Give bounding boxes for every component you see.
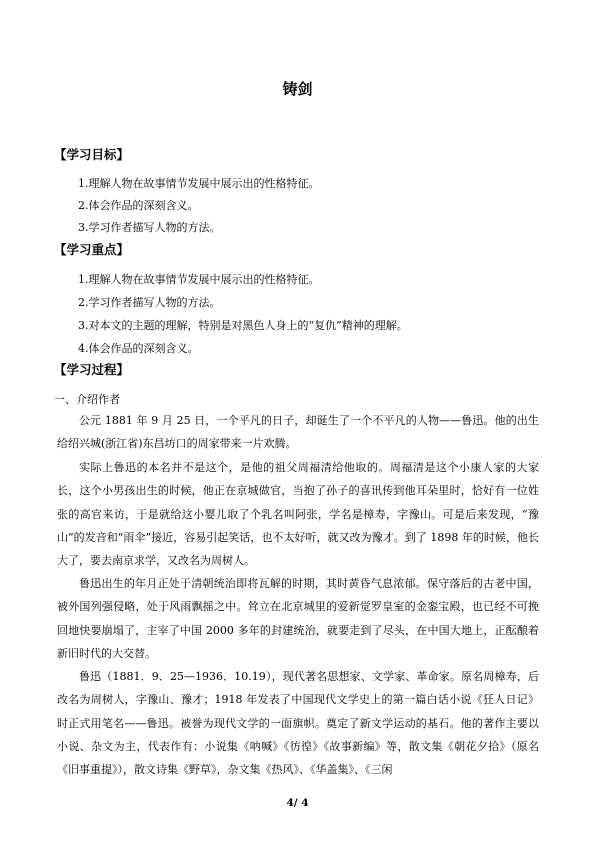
goal-item-1: 1.理解人物在故事情节发展中展示出的性格特征。: [78, 177, 320, 190]
focus-item-2: 2.学习作者描写人物的方法。: [78, 296, 221, 309]
section-heading-goals: 【学习目标】: [54, 147, 130, 162]
focus-item-1: 1.理解人物在故事情节发展中展示出的性格特征。: [78, 273, 320, 286]
process-subheading-author: 一、介绍作者: [54, 393, 120, 406]
paragraph-birth: 公元 1881 年 9 月 25 日，一个平凡的日子，却诞生了一个不平凡的人物——鲁迅。他的出生给绍兴城(浙江省)东昌坊口的周家带来一片欢腾。: [57, 414, 539, 451]
goal-item-3: 3.学习作者描写人物的方法。: [78, 221, 221, 234]
section-heading-focus: 【学习重点】: [54, 242, 130, 257]
goal-item-2: 2.体会作品的深刻含义。: [78, 199, 199, 212]
page-number: 4/ 4: [286, 797, 309, 809]
section-heading-process: 【学习过程】: [54, 362, 130, 377]
paragraph-name-origin: 实际上鲁迅的本名并不是这个，是他的祖父周福清给他取的。周福清是这个小康人家的大家长，这个小男孩出生的时候，他正在京城做官，当抱了孙子的喜讯传到他耳朵里时，恰好有一位姓张的高官来访，于是就给这小婴儿取了个乳名叫阿张，学名是樟寿，字豫山。可是后来发现，“豫山”的发音和“雨伞”接近，容易引起笑话，也不太好听，就又改为豫才。到了 1898 年的时候，他长大了，要去南京求学，又改名为周树人。: [57, 461, 539, 568]
paragraph-biography: 鲁迅（1881．9．25—1936．10.19），现代著名思想家、文学家、革命家。原名周樟寿，后改名为周树人，字豫山、豫才；1918 年发表了中国现代文学史上的第一篇白话小说《狂人日记》时正式用笔名——鲁迅。被誉为现代文学的一面旗帜。奠定了新文学运动的基石。他的著作主要以小说、杂文为主，代表作有：小说集《呐喊》《彷徨》《故事新编》等，散文集《朝花夕拾》（原名《旧事重提》），散文诗集《野草》，杂文集《热风》、《华盖集》、《三闲: [57, 670, 539, 777]
paragraph-historical-context: 鲁迅出生的年月正处于清朝统治即将瓦解的时期，其时黄昏气息浓郁。保守落后的古老中国，被外国列强侵略，处于风雨飘摇之中。耸立在北京城里的爱新觉罗皇室的金銮宝殿，也已经不可挽回地快要崩塌了，主宰了中国 2000 多年的封建统治，就要走到了尽头，在中国大地上，正酝酿着新旧时代的大交替。: [57, 577, 539, 660]
focus-item-3: 3.对本文的主题的理解，特别是对黑色人身上的“复仇”精神的理解。: [78, 319, 408, 332]
focus-item-4: 4.体会作品的深刻含义。: [78, 342, 199, 355]
document-title: 铸剑: [282, 80, 313, 98]
